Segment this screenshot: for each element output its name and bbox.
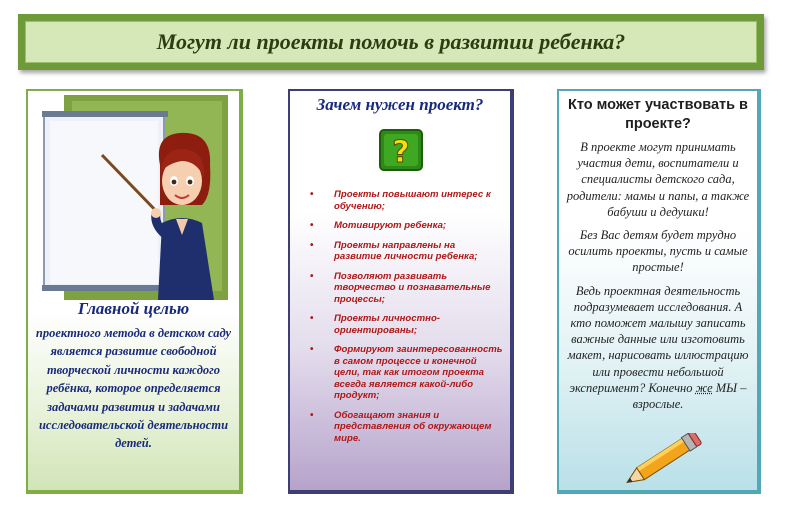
list-item: • Обогащают знания и представления об окружающем мире. [310, 410, 504, 445]
research-text-end: МЫ – взрослые. [632, 380, 747, 412]
title-banner-inner [25, 21, 757, 63]
list-item: • Мотивируют ребенка; [310, 220, 504, 232]
title-banner [18, 14, 764, 70]
goal-heading: Главной целью [77, 299, 190, 318]
who-participates-panel [557, 89, 761, 494]
list-item: • Проекты личностно-ориентированы; [310, 313, 504, 336]
goal-panel [26, 89, 243, 494]
list-item: • Формируют заинтересованность в самом процессе и конечной цели, так как итогом проекта всегда является какой-либо продукт; [310, 344, 504, 402]
why-project-panel [288, 89, 514, 494]
pencil-icon [617, 433, 707, 489]
question-mark-icon [379, 129, 423, 171]
who-participates-text [563, 139, 753, 419]
list-item: • Проекты направлены на развитие личности ребенка; [310, 240, 504, 263]
page-title: Могут ли проекты помочь в развитии ребенка? [156, 29, 626, 54]
parents-needed-paragraph: Без Вас детям будет трудно осилить проекты, пусть и самые простые! [568, 228, 748, 275]
list-item: • Позволяют развивать творчество и познавательные процессы; [310, 271, 504, 306]
why-project-list [310, 189, 504, 452]
who-participates-heading: Кто может участвовать в проекте? [568, 97, 748, 132]
list-item: • Проекты повышают интерес к обучению; [310, 189, 504, 212]
svg-text:?: ? [392, 135, 410, 170]
goal-text: проектного метода в детском саду является развитие свободной творческой личности каждого ребёнка, которое определяется задачами развития и задачами исследовательской деятельности детей. [35, 326, 232, 451]
research-text: Ведь проектная деятельность подразумевает исследования. А кто поможет малышу записать важные данные или изготовить макет, нарисовать иллюстрацию или провести небольшой эксперимент? Конечно [567, 283, 749, 395]
teacher-pointer-icon [42, 95, 228, 300]
research-paragraph [563, 283, 753, 413]
participants-paragraph: В проекте могут принимать участия дети, воспитатели и специалисты детского сада, родители: мамы и папы, а также бабуши и дедушки! [566, 140, 750, 219]
why-project-heading: Зачем нужен проект? [316, 95, 484, 114]
underlined-word: же [695, 380, 713, 395]
